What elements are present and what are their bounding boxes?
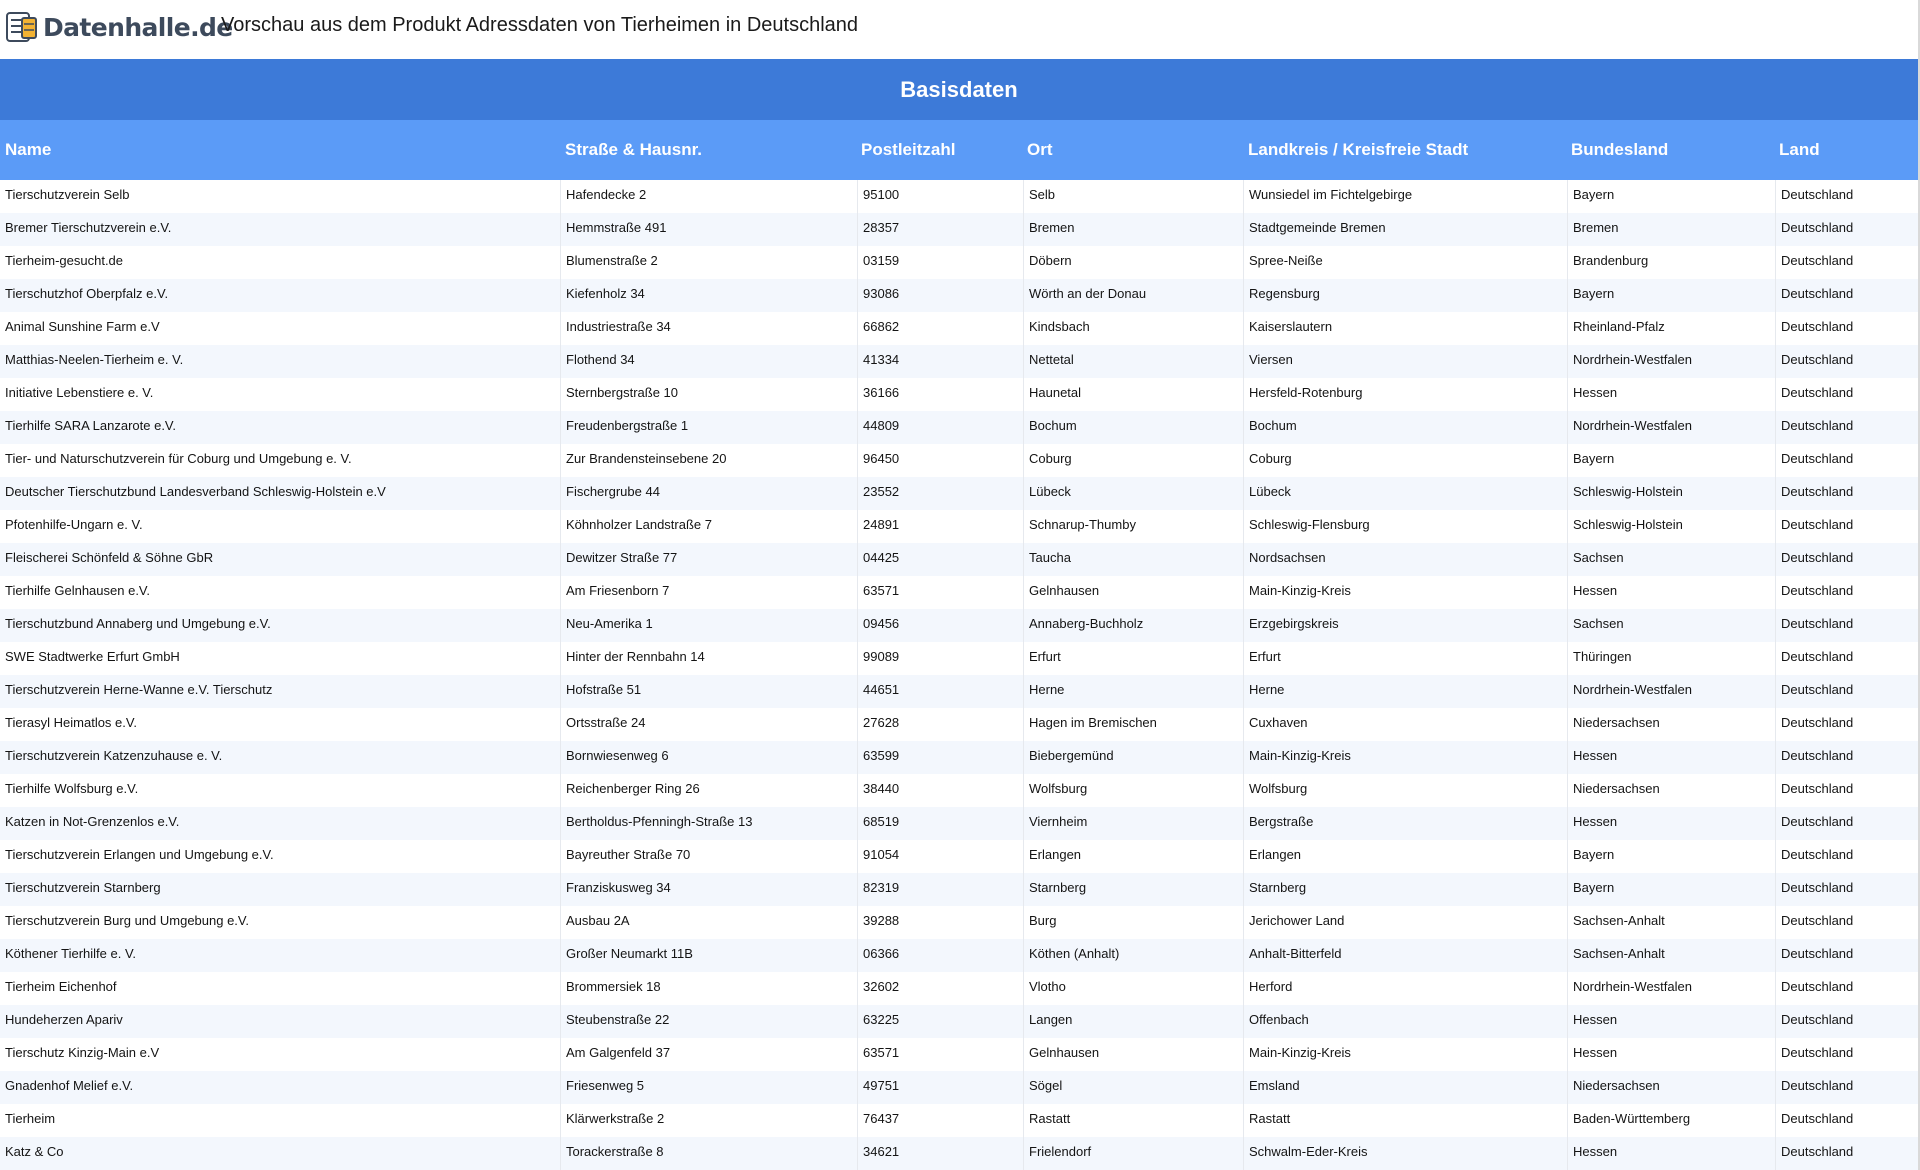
cell-name: Tierasyl Heimatlos e.V. bbox=[5, 715, 137, 730]
cell-city: Frielendorf bbox=[1023, 1137, 1243, 1170]
cell-state: Bayern bbox=[1567, 180, 1775, 213]
cell-city: Erlangen bbox=[1023, 840, 1243, 873]
cell-city: Lübeck bbox=[1023, 477, 1243, 510]
cell-city: Annaberg-Buchholz bbox=[1023, 609, 1243, 642]
cell-street: Sternbergstraße 10 bbox=[560, 378, 857, 411]
cell-state: Niedersachsen bbox=[1567, 708, 1775, 741]
cell-name: Gnadenhof Melief e.V. bbox=[5, 1078, 134, 1093]
cell-postal-code: 63571 bbox=[857, 1038, 1023, 1071]
cell-city: Rastatt bbox=[1023, 1104, 1243, 1137]
cell-street: Hafendecke 2 bbox=[560, 180, 857, 213]
cell-city: Bochum bbox=[1023, 411, 1243, 444]
cell-country: Deutschland bbox=[1775, 246, 1918, 279]
cell-postal-code: 06366 bbox=[857, 939, 1023, 972]
cell-postal-code: 99089 bbox=[857, 642, 1023, 675]
cell-name: Bremer Tierschutzverein e.V. bbox=[5, 220, 172, 235]
cell-country: Deutschland bbox=[1775, 180, 1918, 213]
cell-district: Spree-Neiße bbox=[1243, 246, 1567, 279]
table-row bbox=[0, 477, 1918, 510]
page-title: Vorschau aus dem Produkt Adressdaten von Tierheimen in Deutschland bbox=[221, 14, 859, 36]
cell-state: Hessen bbox=[1567, 1038, 1775, 1071]
cell-street: Blumenstraße 2 bbox=[560, 246, 857, 279]
cell-street: Bertholdus-Pfenningh-Straße 13 bbox=[560, 807, 857, 840]
cell-street: Freudenbergstraße 1 bbox=[560, 411, 857, 444]
cell-state: Bayern bbox=[1567, 873, 1775, 906]
cell-country: Deutschland bbox=[1775, 378, 1918, 411]
cell-state: Bremen bbox=[1567, 213, 1775, 246]
cell-district: Erfurt bbox=[1243, 642, 1567, 675]
table-row bbox=[0, 774, 1918, 807]
cell-postal-code: 32602 bbox=[857, 972, 1023, 1005]
table-row bbox=[0, 840, 1918, 873]
cell-country: Deutschland bbox=[1775, 1005, 1918, 1038]
table-row bbox=[0, 1005, 1918, 1038]
cell-street: Hemmstraße 491 bbox=[560, 213, 857, 246]
cell-district: Main-Kinzig-Kreis bbox=[1243, 1038, 1567, 1071]
cell-district: Main-Kinzig-Kreis bbox=[1243, 576, 1567, 609]
cell-name: Animal Sunshine Farm e.V bbox=[5, 319, 160, 334]
cell-city: Haunetal bbox=[1023, 378, 1243, 411]
cell-state: Nordrhein-Westfalen bbox=[1567, 411, 1775, 444]
cell-street: Friesenweg 5 bbox=[560, 1071, 857, 1104]
cell-name: Tierhilfe Gelnhausen e.V. bbox=[5, 583, 151, 598]
cell-district: Main-Kinzig-Kreis bbox=[1243, 741, 1567, 774]
cell-postal-code: 63225 bbox=[857, 1005, 1023, 1038]
cell-city: Hagen im Bremischen bbox=[1023, 708, 1243, 741]
table-row bbox=[0, 312, 1918, 345]
table-row bbox=[0, 510, 1918, 543]
table-row bbox=[0, 279, 1918, 312]
cell-street: Franziskusweg 34 bbox=[560, 873, 857, 906]
cell-country: Deutschland bbox=[1775, 840, 1918, 873]
cell-city: Bremen bbox=[1023, 213, 1243, 246]
cell-city: Wolfsburg bbox=[1023, 774, 1243, 807]
cell-street: Industriestraße 34 bbox=[560, 312, 857, 345]
cell-street: Neu-Amerika 1 bbox=[560, 609, 857, 642]
cell-postal-code: 68519 bbox=[857, 807, 1023, 840]
column-header-city: Ort bbox=[1027, 140, 1053, 159]
cell-street: Zur Brandensteinsebene 20 bbox=[560, 444, 857, 477]
cell-country: Deutschland bbox=[1775, 576, 1918, 609]
cell-district: Anhalt-Bitterfeld bbox=[1243, 939, 1567, 972]
cell-state: Thüringen bbox=[1567, 642, 1775, 675]
cell-postal-code: 41334 bbox=[857, 345, 1023, 378]
cell-street: Bornwiesenweg 6 bbox=[560, 741, 857, 774]
cell-state: Schleswig-Holstein bbox=[1567, 510, 1775, 543]
cell-postal-code: 63599 bbox=[857, 741, 1023, 774]
table-row bbox=[0, 1137, 1918, 1170]
table-row bbox=[0, 906, 1918, 939]
table-row bbox=[0, 444, 1918, 477]
cell-city: Kindsbach bbox=[1023, 312, 1243, 345]
cell-district: Nordsachsen bbox=[1243, 543, 1567, 576]
cell-state: Hessen bbox=[1567, 378, 1775, 411]
cell-name: Tierhilfe Wolfsburg e.V. bbox=[5, 781, 139, 796]
cell-street: Köhnholzer Landstraße 7 bbox=[560, 510, 857, 543]
cell-state: Rheinland-Pfalz bbox=[1567, 312, 1775, 345]
table-row bbox=[0, 345, 1918, 378]
cell-name: Tierschutzverein Herne-Wanne e.V. Tierschutz bbox=[5, 682, 273, 697]
cell-postal-code: 03159 bbox=[857, 246, 1023, 279]
cell-street: Ausbau 2A bbox=[560, 906, 857, 939]
cell-district: Schwalm-Eder-Kreis bbox=[1243, 1137, 1567, 1170]
cell-city: Starnberg bbox=[1023, 873, 1243, 906]
cell-name: Katzen in Not-Grenzenlos e.V. bbox=[5, 814, 180, 829]
cell-name: Tierschutz Kinzig-Main e.V bbox=[5, 1045, 160, 1060]
cell-city: Gelnhausen bbox=[1023, 576, 1243, 609]
table-header-row bbox=[0, 120, 1918, 180]
cell-country: Deutschland bbox=[1775, 543, 1918, 576]
cell-street: Hofstraße 51 bbox=[560, 675, 857, 708]
table-row bbox=[0, 708, 1918, 741]
cell-postal-code: 44809 bbox=[857, 411, 1023, 444]
cell-name: Tierschutzverein Starnberg bbox=[5, 880, 161, 895]
cell-country: Deutschland bbox=[1775, 906, 1918, 939]
cell-name: Tierheim bbox=[5, 1111, 56, 1126]
table-row bbox=[0, 939, 1918, 972]
cell-postal-code: 39288 bbox=[857, 906, 1023, 939]
cell-country: Deutschland bbox=[1775, 279, 1918, 312]
cell-state: Hessen bbox=[1567, 576, 1775, 609]
cell-postal-code: 76437 bbox=[857, 1104, 1023, 1137]
cell-street: Steubenstraße 22 bbox=[560, 1005, 857, 1038]
cell-country: Deutschland bbox=[1775, 675, 1918, 708]
cell-name: Hundeherzen Apariv bbox=[5, 1012, 123, 1027]
table-row bbox=[0, 972, 1918, 1005]
table-row bbox=[0, 807, 1918, 840]
cell-postal-code: 28357 bbox=[857, 213, 1023, 246]
cell-country: Deutschland bbox=[1775, 807, 1918, 840]
cell-country: Deutschland bbox=[1775, 642, 1918, 675]
cell-name: SWE Stadtwerke Erfurt GmbH bbox=[5, 649, 180, 664]
cell-postal-code: 95100 bbox=[857, 180, 1023, 213]
cell-name: Tierschutzverein Selb bbox=[5, 187, 130, 202]
table-row bbox=[0, 642, 1918, 675]
cell-name: Tierschutzbund Annaberg und Umgebung e.V. bbox=[5, 616, 271, 631]
cell-state: Hessen bbox=[1567, 1005, 1775, 1038]
cell-city: Erfurt bbox=[1023, 642, 1243, 675]
cell-state: Sachsen bbox=[1567, 543, 1775, 576]
cell-name: Tier- und Naturschutzverein für Coburg und Umgebung e. V. bbox=[5, 451, 352, 466]
cell-district: Stadtgemeinde Bremen bbox=[1243, 213, 1567, 246]
cell-country: Deutschland bbox=[1775, 345, 1918, 378]
cell-country: Deutschland bbox=[1775, 1038, 1918, 1071]
cell-state: Bayern bbox=[1567, 444, 1775, 477]
cell-postal-code: 38440 bbox=[857, 774, 1023, 807]
cell-city: Sögel bbox=[1023, 1071, 1243, 1104]
cell-name: Pfotenhilfe-Ungarn e. V. bbox=[5, 517, 143, 532]
cell-street: Torackerstraße 8 bbox=[560, 1137, 857, 1170]
cell-city: Taucha bbox=[1023, 543, 1243, 576]
table-row bbox=[0, 378, 1918, 411]
table-row bbox=[0, 246, 1918, 279]
cell-postal-code: 34621 bbox=[857, 1137, 1023, 1170]
table-body bbox=[0, 180, 1918, 1170]
cell-city: Burg bbox=[1023, 906, 1243, 939]
cell-state: Hessen bbox=[1567, 1137, 1775, 1170]
cell-country: Deutschland bbox=[1775, 609, 1918, 642]
cell-district: Lübeck bbox=[1243, 477, 1567, 510]
cell-district: Herne bbox=[1243, 675, 1567, 708]
cell-district: Erlangen bbox=[1243, 840, 1567, 873]
cell-street: Ortsstraße 24 bbox=[560, 708, 857, 741]
cell-district: Kaiserslautern bbox=[1243, 312, 1567, 345]
cell-postal-code: 91054 bbox=[857, 840, 1023, 873]
cell-postal-code: 36166 bbox=[857, 378, 1023, 411]
cell-postal-code: 09456 bbox=[857, 609, 1023, 642]
cell-district: Cuxhaven bbox=[1243, 708, 1567, 741]
cell-name: Tierschutzverein Erlangen und Umgebung e.V. bbox=[5, 847, 274, 862]
cell-postal-code: 63571 bbox=[857, 576, 1023, 609]
cell-district: Schleswig-Flensburg bbox=[1243, 510, 1567, 543]
table-row bbox=[0, 411, 1918, 444]
cell-state: Bayern bbox=[1567, 840, 1775, 873]
cell-name: Fleischerei Schönfeld & Söhne GbR bbox=[5, 550, 214, 565]
cell-country: Deutschland bbox=[1775, 312, 1918, 345]
cell-street: Bayreuther Straße 70 bbox=[560, 840, 857, 873]
cell-district: Viersen bbox=[1243, 345, 1567, 378]
table-row bbox=[0, 1038, 1918, 1071]
table-row bbox=[0, 609, 1918, 642]
cell-street: Flothend 34 bbox=[560, 345, 857, 378]
cell-postal-code: 66862 bbox=[857, 312, 1023, 345]
cell-country: Deutschland bbox=[1775, 708, 1918, 741]
cell-city: Biebergemünd bbox=[1023, 741, 1243, 774]
cell-city: Langen bbox=[1023, 1005, 1243, 1038]
section-header-basisdaten: Basisdaten bbox=[0, 59, 1918, 120]
cell-district: Rastatt bbox=[1243, 1104, 1567, 1137]
cell-street: Kiefenholz 34 bbox=[560, 279, 857, 312]
cell-district: Coburg bbox=[1243, 444, 1567, 477]
table-row bbox=[0, 213, 1918, 246]
cell-state: Sachsen bbox=[1567, 609, 1775, 642]
cell-street: Großer Neumarkt 11B bbox=[560, 939, 857, 972]
cell-street: Klärwerkstraße 2 bbox=[560, 1104, 857, 1137]
cell-district: Erzgebirgskreis bbox=[1243, 609, 1567, 642]
table-row bbox=[0, 1104, 1918, 1137]
cell-postal-code: 49751 bbox=[857, 1071, 1023, 1104]
cell-city: Nettetal bbox=[1023, 345, 1243, 378]
column-header-state: Bundesland bbox=[1571, 140, 1669, 159]
cell-state: Schleswig-Holstein bbox=[1567, 477, 1775, 510]
cell-district: Starnberg bbox=[1243, 873, 1567, 906]
table-row bbox=[0, 741, 1918, 774]
cell-district: Bochum bbox=[1243, 411, 1567, 444]
column-header-country: Land bbox=[1779, 140, 1820, 159]
table-row bbox=[0, 543, 1918, 576]
cell-state: Niedersachsen bbox=[1567, 1071, 1775, 1104]
cell-country: Deutschland bbox=[1775, 411, 1918, 444]
cell-district: Bergstraße bbox=[1243, 807, 1567, 840]
cell-street: Dewitzer Straße 77 bbox=[560, 543, 857, 576]
cell-postal-code: 27628 bbox=[857, 708, 1023, 741]
table-row bbox=[0, 180, 1918, 213]
cell-country: Deutschland bbox=[1775, 972, 1918, 1005]
cell-postal-code: 44651 bbox=[857, 675, 1023, 708]
cell-district: Regensburg bbox=[1243, 279, 1567, 312]
cell-street: Am Friesenborn 7 bbox=[560, 576, 857, 609]
datenhalle-logo[interactable] bbox=[5, 9, 233, 45]
cell-country: Deutschland bbox=[1775, 939, 1918, 972]
cell-state: Brandenburg bbox=[1567, 246, 1775, 279]
cell-state: Nordrhein-Westfalen bbox=[1567, 972, 1775, 1005]
cell-name: Tierhilfe SARA Lanzarote e.V. bbox=[5, 418, 177, 433]
cell-name: Deutscher Tierschutzbund Landesverband Schleswig-Holstein e.V bbox=[5, 484, 386, 499]
table-row bbox=[0, 1071, 1918, 1104]
cell-state: Niedersachsen bbox=[1567, 774, 1775, 807]
cell-country: Deutschland bbox=[1775, 741, 1918, 774]
table-row bbox=[0, 576, 1918, 609]
cell-name: Initiative Lebenstiere e. V. bbox=[5, 385, 154, 400]
cell-state: Hessen bbox=[1567, 741, 1775, 774]
cell-district: Herford bbox=[1243, 972, 1567, 1005]
cell-name: Matthias-Neelen-Tierheim e. V. bbox=[5, 352, 184, 367]
cell-country: Deutschland bbox=[1775, 444, 1918, 477]
cell-district: Hersfeld-Rotenburg bbox=[1243, 378, 1567, 411]
cell-country: Deutschland bbox=[1775, 1071, 1918, 1104]
cell-street: Am Galgenfeld 37 bbox=[560, 1038, 857, 1071]
cell-postal-code: 96450 bbox=[857, 444, 1023, 477]
column-header-street: Straße & Hausnr. bbox=[565, 140, 702, 159]
cell-city: Selb bbox=[1023, 180, 1243, 213]
cell-postal-code: 04425 bbox=[857, 543, 1023, 576]
cell-street: Hinter der Rennbahn 14 bbox=[560, 642, 857, 675]
database-icon bbox=[5, 10, 39, 44]
cell-city: Coburg bbox=[1023, 444, 1243, 477]
cell-country: Deutschland bbox=[1775, 873, 1918, 906]
cell-country: Deutschland bbox=[1775, 1137, 1918, 1170]
cell-district: Offenbach bbox=[1243, 1005, 1567, 1038]
cell-city: Vlotho bbox=[1023, 972, 1243, 1005]
cell-city: Schnarup-Thumby bbox=[1023, 510, 1243, 543]
table-row bbox=[0, 675, 1918, 708]
cell-city: Wörth an der Donau bbox=[1023, 279, 1243, 312]
cell-street: Brommersiek 18 bbox=[560, 972, 857, 1005]
cell-state: Hessen bbox=[1567, 807, 1775, 840]
cell-postal-code: 24891 bbox=[857, 510, 1023, 543]
column-header-postal-code: Postleitzahl bbox=[861, 140, 956, 159]
cell-postal-code: 82319 bbox=[857, 873, 1023, 906]
cell-name: Tierschutzverein Burg und Umgebung e.V. bbox=[5, 913, 250, 928]
cell-state: Nordrhein-Westfalen bbox=[1567, 345, 1775, 378]
cell-city: Herne bbox=[1023, 675, 1243, 708]
cell-city: Gelnhausen bbox=[1023, 1038, 1243, 1071]
cell-name: Tierschutzverein Katzenzuhause e. V. bbox=[5, 748, 223, 763]
cell-name: Tierschutzhof Oberpfalz e.V. bbox=[5, 286, 169, 301]
cell-district: Jerichower Land bbox=[1243, 906, 1567, 939]
cell-state: Nordrhein-Westfalen bbox=[1567, 675, 1775, 708]
cell-city: Viernheim bbox=[1023, 807, 1243, 840]
cell-country: Deutschland bbox=[1775, 510, 1918, 543]
cell-country: Deutschland bbox=[1775, 213, 1918, 246]
cell-postal-code: 93086 bbox=[857, 279, 1023, 312]
logo-text: Datenhalle.de bbox=[43, 12, 233, 42]
column-header-name: Name bbox=[5, 140, 52, 159]
cell-city: Köthen (Anhalt) bbox=[1023, 939, 1243, 972]
cell-district: Wolfsburg bbox=[1243, 774, 1567, 807]
cell-country: Deutschland bbox=[1775, 774, 1918, 807]
cell-state: Baden-Württemberg bbox=[1567, 1104, 1775, 1137]
top-bar bbox=[0, 0, 1918, 59]
cell-district: Emsland bbox=[1243, 1071, 1567, 1104]
cell-state: Sachsen-Anhalt bbox=[1567, 906, 1775, 939]
cell-name: Tierheim-gesucht.de bbox=[5, 253, 124, 268]
column-header-district: Landkreis / Kreisfreie Stadt bbox=[1248, 140, 1469, 159]
cell-street: Reichenberger Ring 26 bbox=[560, 774, 857, 807]
cell-state: Sachsen-Anhalt bbox=[1567, 939, 1775, 972]
cell-postal-code: 23552 bbox=[857, 477, 1023, 510]
table-row bbox=[0, 873, 1918, 906]
cell-street: Fischergrube 44 bbox=[560, 477, 857, 510]
cell-city: Döbern bbox=[1023, 246, 1243, 279]
cell-country: Deutschland bbox=[1775, 1104, 1918, 1137]
cell-name: Köthener Tierhilfe e. V. bbox=[5, 946, 137, 961]
cell-state: Bayern bbox=[1567, 279, 1775, 312]
cell-name: Katz & Co bbox=[5, 1144, 64, 1159]
cell-district: Wunsiedel im Fichtelgebirge bbox=[1243, 180, 1567, 213]
cell-country: Deutschland bbox=[1775, 477, 1918, 510]
cell-name: Tierheim Eichenhof bbox=[5, 979, 117, 994]
